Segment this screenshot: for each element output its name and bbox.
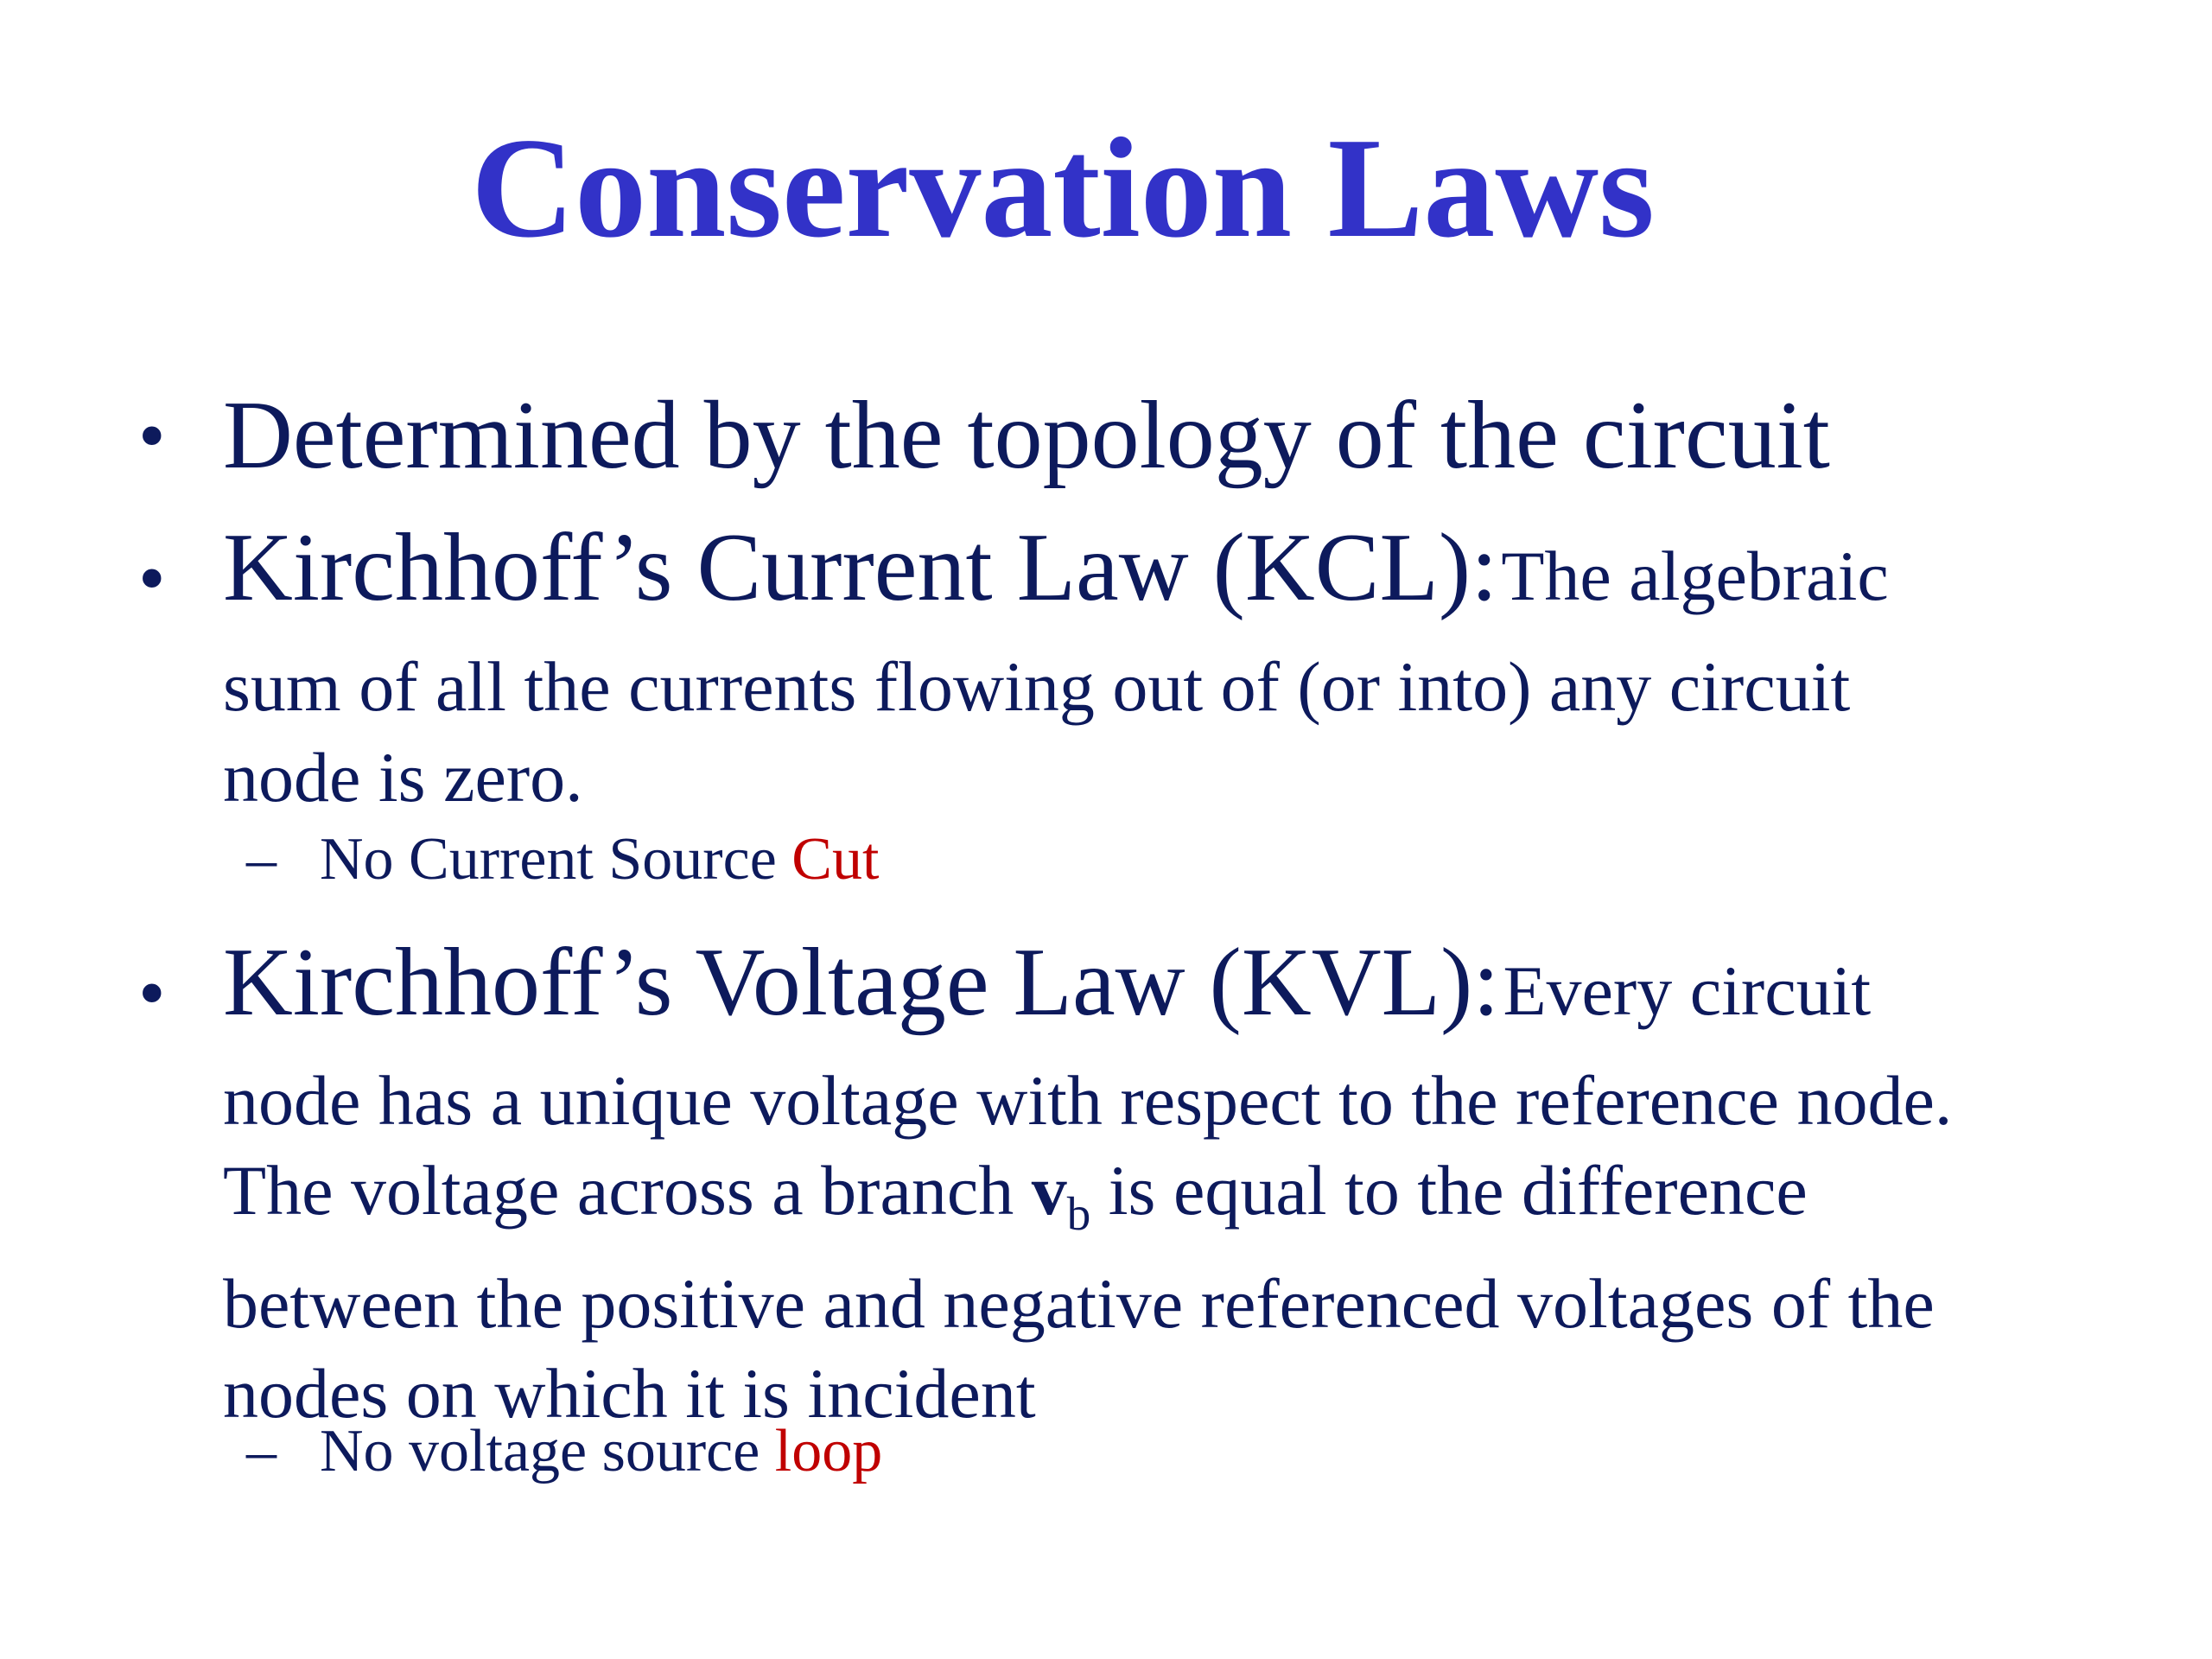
bullet-body-line: node has a unique voltage with respect to the reference node. [223,1061,1953,1140]
bullet-inline-text: Every circuit [1503,951,1872,1030]
sub-bullet-text: No Current Source [320,826,777,893]
slide-title: Conservation Laws [471,108,1655,267]
vb-line-after: is equal to the difference [1108,1151,1808,1230]
bullet-inline-text: The algebraic [1501,537,1889,615]
bullet-body-line: sum of all the currents flowing out of (or into) any circuit [223,647,1851,726]
bullet-dot-icon: • [138,536,166,621]
bullet-body-line-vb [223,1146,2141,1259]
bullet-dot-icon: • [138,393,166,479]
bullet-dot-icon: • [138,950,166,1036]
bullet-body-line: node is zero. [223,738,583,817]
bullet-lead: Kirchhoff’s Voltage Law (KVL): [223,929,1500,1036]
sub-bullet-accent: loop [774,1418,883,1484]
sub-bullet-accent: Cut [791,826,880,893]
bullet-lead: Kirchhoff’s Current Law (KCL): [223,514,1498,621]
vb-line-before: The voltage across a branch [223,1151,1014,1230]
branch-voltage-subscript: b [1066,1187,1091,1240]
dash-icon: – [246,826,276,893]
bullet-body-line: nodes on which it is incident [223,1354,1036,1433]
bullet-body-line: between the positive and negative referenced voltages of the [223,1264,1935,1343]
dash-icon: – [246,1418,276,1484]
branch-voltage-symbol: v [1031,1151,1067,1230]
bullet-lead: Determined by the topology of the circuit [223,382,1830,489]
sub-bullet-text: No voltage source [320,1418,760,1484]
